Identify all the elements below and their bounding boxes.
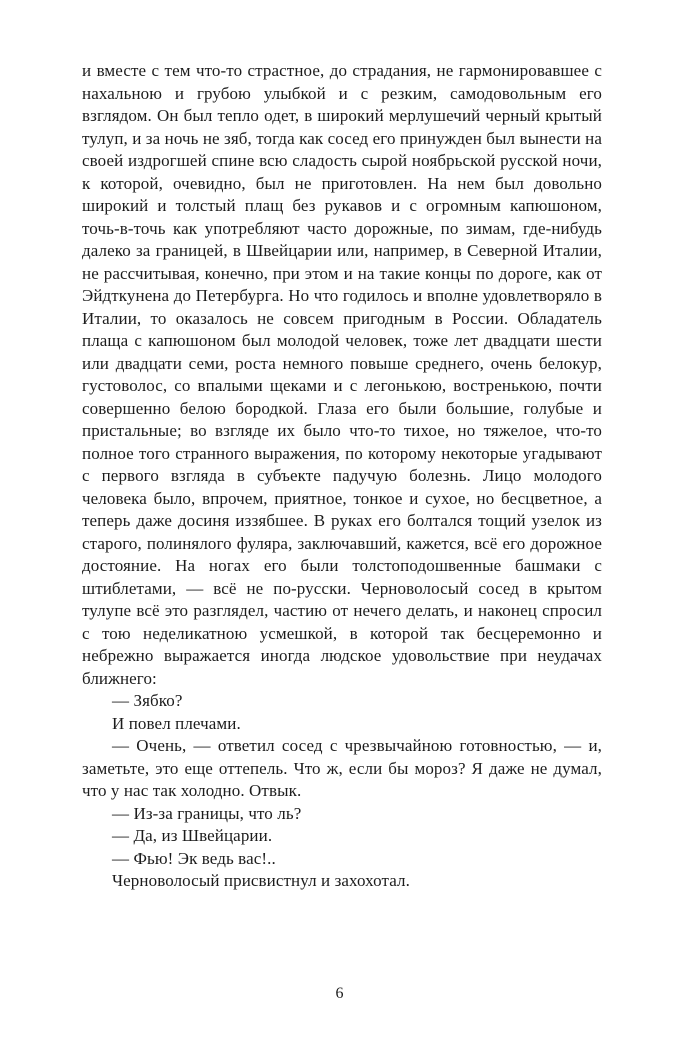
dialogue-line: — Да, из Швейцарии. — [112, 826, 273, 845]
dialogue-line: — Фью! Эк ведь вас!.. — [112, 848, 276, 868]
narration-line: Черноволосый присвистнул и захохотал. — [112, 871, 410, 890]
page-number: 6 — [335, 985, 344, 1002]
dialogue-line: — Зябко? — [112, 691, 183, 710]
narration-line: И повел плечами. — [112, 713, 241, 733]
dialogue-line: — Очень, — ответил сосед с чрезвычайною готовностью, — и, заметьте, это еще оттепель. Что ж, если бы мороз? Я даже не думал, что у нас так холодно. Отвык. — [82, 736, 602, 800]
dialogue-line: — Из-за границы, что ль? — [112, 803, 302, 823]
text-block — [82, 60, 602, 893]
paragraph: и вместе с тем что-то страстное, до страдания, не гармонировавшее с нахальною и грубою улыбкой и с резким, самодовольным его взглядом. Он был тепло одет, в широкий мерлушечий черный крытый тулуп, и за ночь не зяб, тогда как сосед его принужден был вынести на своей издрогшей спине всю сладость сырой ноябрьской русской ночи, к которой, очевидно, был не приготовлен. На нем был довольно широкий и толстый плащ без рукавов и с огромным капюшоном, точь-в-точь как употребляют часто дорожные, по зимам, где-нибудь далеко за границей, в Швейцарии или, например, в Северной Италии, не рассчитывая, конечно, при этом и на такие концы по дороге, как от Эйдткунена до Петербурга. Но что годилось и вполне удовлетворяло в Италии, то оказалось не совсем пригодным в России. Обладатель плаща с капюшоном был молодой человек, тоже лет двадцати шести или двадцати семи, роста немного повыше среднего, очень белокур, густоволос, со впалыми щеками и с легонькою, востренькою, почти совершенно белою бородкой. Глаза его были большие, голубые и пристальные; во взгляде их было что-то тихое, но тяжелое, что-то полное того странного выражения, по которому некоторые угадывают с первого взгляда в субъекте падучую болезнь. Лицо молодого человека было, впрочем, приятное, тонкое и сухое, но бесцветное, а теперь даже досиня иззябшее. В руках его болтался тощий узелок из старого, полинялого фуляра, заключавший, кажется, всё его дорожное достояние. На ногах его были толстоподошвенные башмаки с штиблетами, — всё не по-русски. Черноволосый сосед в крытом тулупе всё это разглядел, частию от нечего делать, и наконец спросил с тою неделикатною усмешкой, в которой так бесцеремонно и небрежно выражается иногда людское удовольствие при неудачах ближнего: — [82, 61, 602, 688]
